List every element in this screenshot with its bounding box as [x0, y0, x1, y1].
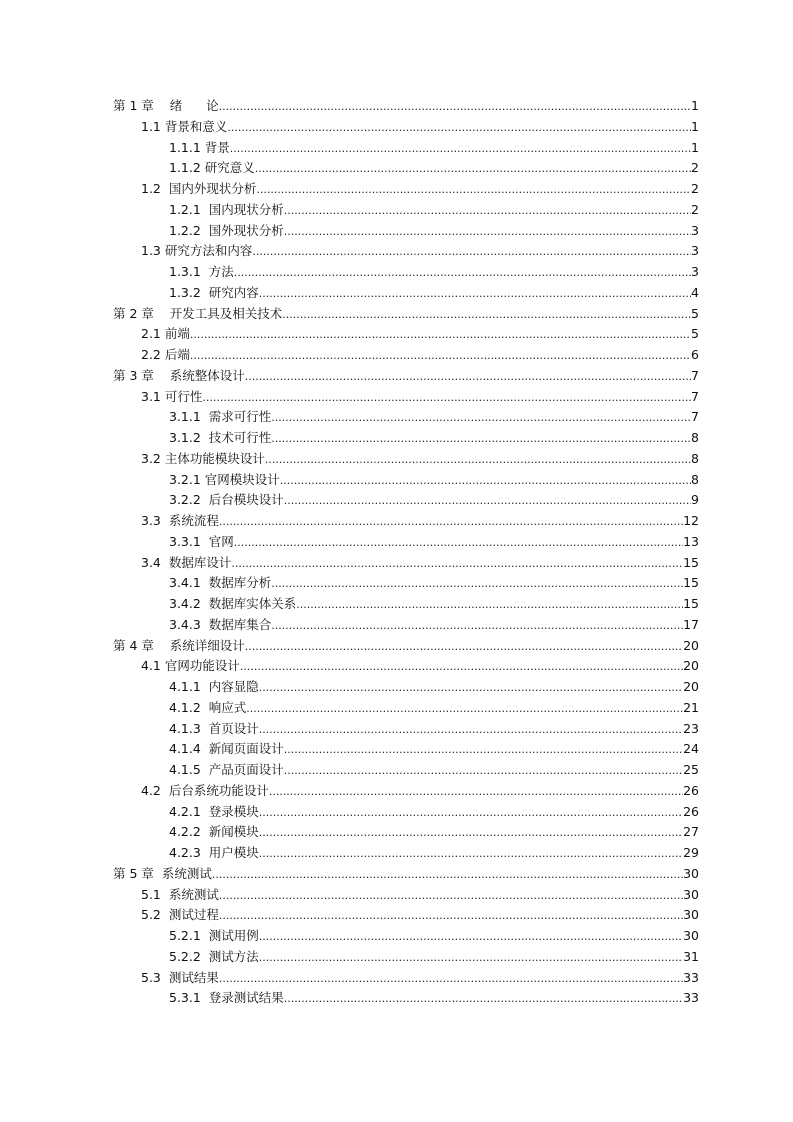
toc-entry[interactable] [0, 636, 793, 657]
toc-entry[interactable] [0, 262, 793, 283]
toc-entry-title: 1.3.2 研究内容 [169, 284, 259, 300]
dot-leader [259, 284, 691, 305]
toc-entry-page-number: 8 [691, 471, 699, 487]
toc-entry-page-number: 29 [683, 845, 699, 860]
toc-entry-title: 第 3 章 系统整体设计 [113, 367, 245, 383]
toc-entry-title: 4.1.4 新闻页面设计 [169, 741, 284, 757]
toc-entry-page-number: 6 [691, 347, 699, 362]
dot-leader [246, 699, 683, 720]
toc-entry-page-number: 8 [691, 450, 699, 466]
dot-leader [259, 803, 683, 824]
dot-leader [271, 408, 691, 429]
dot-leader [245, 637, 683, 658]
toc-entry-title: 3.2.1 官网模块设计 [169, 471, 280, 487]
toc-entry[interactable] [0, 470, 793, 491]
dot-leader [282, 305, 691, 326]
toc-entry[interactable] [0, 698, 793, 719]
toc-entry-page-number: 8 [691, 430, 699, 445]
dot-leader [219, 512, 683, 533]
dot-leader [240, 657, 683, 678]
toc-entry[interactable] [0, 532, 793, 553]
dot-leader [255, 159, 691, 180]
toc-entry[interactable] [0, 221, 793, 242]
dot-leader [259, 927, 683, 948]
dot-leader [284, 989, 683, 1010]
toc-entry-page-number: 13 [683, 533, 699, 549]
toc-entry-title: 第 4 章 系统详细设计 [113, 637, 245, 653]
toc-entry[interactable] [0, 719, 793, 740]
toc-entry[interactable] [0, 968, 793, 989]
toc-entry-title: 3.4.3 数据库集合 [169, 616, 272, 632]
toc-entry[interactable] [0, 490, 793, 511]
toc-entry-page-number: 27 [683, 824, 699, 840]
toc-entry[interactable] [0, 387, 793, 408]
toc-entry[interactable] [0, 407, 793, 428]
toc-entry-page-number: 30 [683, 886, 699, 902]
toc-entry[interactable] [0, 594, 793, 615]
toc-entry-page-number: 5 [691, 305, 699, 321]
table-of-contents [0, 96, 793, 1009]
toc-entry-title: 3.3.1 官网 [169, 533, 234, 549]
toc-entry-title: 1.3 研究方法和内容 [141, 243, 253, 259]
dot-leader [284, 761, 683, 782]
toc-entry-title: 4.1 官网功能设计 [141, 658, 240, 674]
toc-entry-page-number: 23 [683, 720, 699, 736]
toc-entry-page-number: 26 [683, 782, 699, 798]
toc-entry[interactable] [0, 283, 793, 304]
toc-entry-page-number: 24 [683, 741, 699, 757]
toc-entry-title: 1.1 背景和意义 [141, 118, 228, 134]
toc-entry-page-number: 25 [683, 762, 699, 777]
dot-leader [259, 948, 683, 969]
dot-leader [190, 346, 691, 367]
toc-entry-page-number: 30 [683, 865, 699, 881]
toc-entry-page-number: 1 [691, 98, 699, 113]
dot-leader [284, 201, 691, 222]
toc-entry-title: 5.3 测试结果 [141, 969, 219, 985]
toc-entry-title: 3.3 系统流程 [141, 513, 219, 528]
dot-leader [256, 180, 691, 201]
toc-entry[interactable] [0, 905, 793, 926]
toc-entry[interactable] [0, 822, 793, 843]
toc-entry-page-number: 7 [691, 367, 699, 383]
toc-entry[interactable] [0, 117, 793, 138]
toc-entry-page-number: 2 [691, 160, 699, 176]
toc-entry-page-number: 3 [691, 264, 699, 279]
dot-leader [271, 574, 683, 595]
toc-entry[interactable] [0, 802, 793, 823]
dot-leader [259, 844, 683, 865]
toc-entry-page-number: 2 [691, 181, 699, 196]
dot-leader [219, 969, 683, 990]
toc-entry-page-number: 20 [683, 637, 699, 653]
dot-leader [202, 388, 691, 409]
toc-entry[interactable] [0, 158, 793, 179]
toc-entry-title: 1.2.2 国外现状分析 [169, 222, 284, 238]
toc-entry-page-number: 20 [683, 658, 699, 674]
dot-leader [259, 823, 683, 844]
toc-entry-page-number: 15 [683, 596, 699, 611]
toc-entry[interactable] [0, 428, 793, 449]
dot-leader [230, 139, 691, 160]
toc-entry-page-number: 1 [691, 139, 699, 155]
dot-leader [231, 554, 683, 575]
toc-entry-title: 3.4.2 数据库实体关系 [169, 596, 297, 611]
toc-entry-title: 1.2.1 国内现状分析 [169, 201, 284, 217]
dot-leader [219, 906, 683, 927]
toc-entry-page-number: 30 [683, 907, 699, 923]
dot-leader [296, 595, 683, 616]
toc-entry[interactable] [0, 885, 793, 906]
toc-entry-title: 4.2.2 新闻模块 [169, 824, 259, 840]
toc-entry[interactable] [0, 926, 793, 947]
toc-entry-title: 1.1.2 研究意义 [169, 160, 255, 176]
toc-entry-page-number: 9 [691, 492, 699, 508]
dot-leader [245, 367, 691, 388]
toc-entry[interactable] [0, 96, 793, 117]
dot-leader [219, 97, 691, 118]
dot-leader [227, 118, 691, 139]
toc-entry-title: 2.1 前端 [141, 326, 190, 342]
toc-entry-page-number: 7 [691, 409, 699, 425]
toc-entry[interactable] [0, 345, 793, 366]
toc-entry-page-number: 1 [691, 118, 699, 134]
dot-leader [234, 263, 691, 284]
toc-entry-title: 1.2 国内外现状分析 [141, 181, 257, 196]
toc-entry-page-number: 7 [691, 388, 699, 404]
toc-entry[interactable] [0, 781, 793, 802]
dot-leader [259, 678, 683, 699]
dot-leader [284, 491, 691, 512]
dot-leader [271, 616, 683, 637]
toc-entry-page-number: 30 [683, 928, 699, 943]
toc-entry[interactable] [0, 947, 793, 968]
toc-entry-page-number: 2 [691, 201, 699, 217]
dot-leader [284, 740, 683, 761]
dot-leader [219, 886, 683, 907]
toc-entry-title: 5.1 系统测试 [141, 886, 219, 902]
toc-entry-title: 1.3.1 方法 [169, 264, 234, 279]
dot-leader [271, 429, 691, 450]
toc-entry-title: 4.2.3 用户模块 [169, 845, 259, 860]
toc-entry-title: 3.4 数据库设计 [141, 554, 232, 570]
toc-entry[interactable] [0, 656, 793, 677]
dot-leader [269, 782, 683, 803]
toc-entry-title: 第 1 章 绪 论 [113, 98, 219, 113]
toc-entry-page-number: 17 [683, 616, 699, 632]
dot-leader [190, 325, 691, 346]
toc-entry-page-number: 21 [683, 699, 699, 715]
dot-leader [252, 242, 691, 263]
dot-leader [284, 222, 691, 243]
toc-entry-title: 5.2 测试过程 [141, 907, 219, 923]
toc-entry-page-number: 31 [683, 948, 699, 964]
toc-entry-title: 4.1.2 响应式 [169, 699, 247, 715]
toc-entry[interactable] [0, 366, 793, 387]
toc-entry-title: 5.3.1 登录测试结果 [169, 990, 284, 1006]
toc-entry-title: 4.2 后台系统功能设计 [141, 782, 269, 798]
toc-entry[interactable] [0, 200, 793, 221]
toc-entry[interactable] [0, 241, 793, 262]
toc-entry-page-number: 5 [691, 326, 699, 342]
toc-entry-title: 第 5 章 系统测试 [113, 865, 212, 881]
toc-entry[interactable] [0, 324, 793, 345]
toc-entry[interactable] [0, 615, 793, 636]
toc-entry-title: 2.2 后端 [141, 347, 190, 362]
toc-entry-page-number: 12 [683, 513, 699, 528]
dot-leader [265, 450, 691, 471]
toc-entry-page-number: 33 [683, 969, 699, 985]
toc-entry-page-number: 20 [683, 679, 699, 694]
toc-entry[interactable] [0, 843, 793, 864]
toc-entry[interactable] [0, 739, 793, 760]
dot-leader [234, 533, 683, 554]
toc-entry-title: 4.1.5 产品页面设计 [169, 762, 284, 777]
toc-entry[interactable] [0, 677, 793, 698]
dot-leader [280, 471, 691, 492]
toc-entry-page-number: 26 [683, 803, 699, 819]
toc-entry[interactable] [0, 573, 793, 594]
toc-entry-title: 3.1 可行性 [141, 388, 203, 404]
toc-entry-title: 3.2 主体功能模块设计 [141, 450, 265, 466]
toc-entry-title: 4.1.3 首页设计 [169, 720, 259, 736]
toc-entry[interactable] [0, 988, 793, 1009]
toc-entry-title: 4.2.1 登录模块 [169, 803, 259, 819]
toc-entry[interactable] [0, 138, 793, 159]
toc-entry-page-number: 3 [691, 243, 699, 259]
toc-entry-title: 3.2.2 后台模块设计 [169, 492, 284, 508]
toc-entry[interactable] [0, 864, 793, 885]
toc-entry-title: 第 2 章 开发工具及相关技术 [113, 305, 283, 321]
toc-entry[interactable] [0, 553, 793, 574]
toc-entry[interactable] [0, 304, 793, 325]
toc-entry-title: 3.4.1 数据库分析 [169, 575, 272, 591]
toc-entry-page-number: 33 [683, 990, 699, 1006]
toc-entry-page-number: 15 [683, 554, 699, 570]
toc-entry[interactable] [0, 179, 793, 200]
toc-entry-title: 3.1.1 需求可行性 [169, 409, 272, 425]
dot-leader [259, 720, 683, 741]
toc-entry-title: 4.1.1 内容显隐 [169, 679, 259, 694]
toc-entry-title: 5.2.2 测试方法 [169, 948, 259, 964]
dot-leader [212, 865, 683, 886]
toc-entry-page-number: 4 [691, 284, 699, 300]
toc-entry-page-number: 3 [691, 222, 699, 238]
toc-entry[interactable] [0, 449, 793, 470]
toc-entry-title: 3.1.2 技术可行性 [169, 430, 272, 445]
toc-entry-title: 1.1.1 背景 [169, 139, 230, 155]
toc-entry-title: 5.2.1 测试用例 [169, 928, 259, 943]
toc-entry-page-number: 15 [683, 575, 699, 591]
toc-entry[interactable] [0, 511, 793, 532]
toc-entry[interactable] [0, 760, 793, 781]
